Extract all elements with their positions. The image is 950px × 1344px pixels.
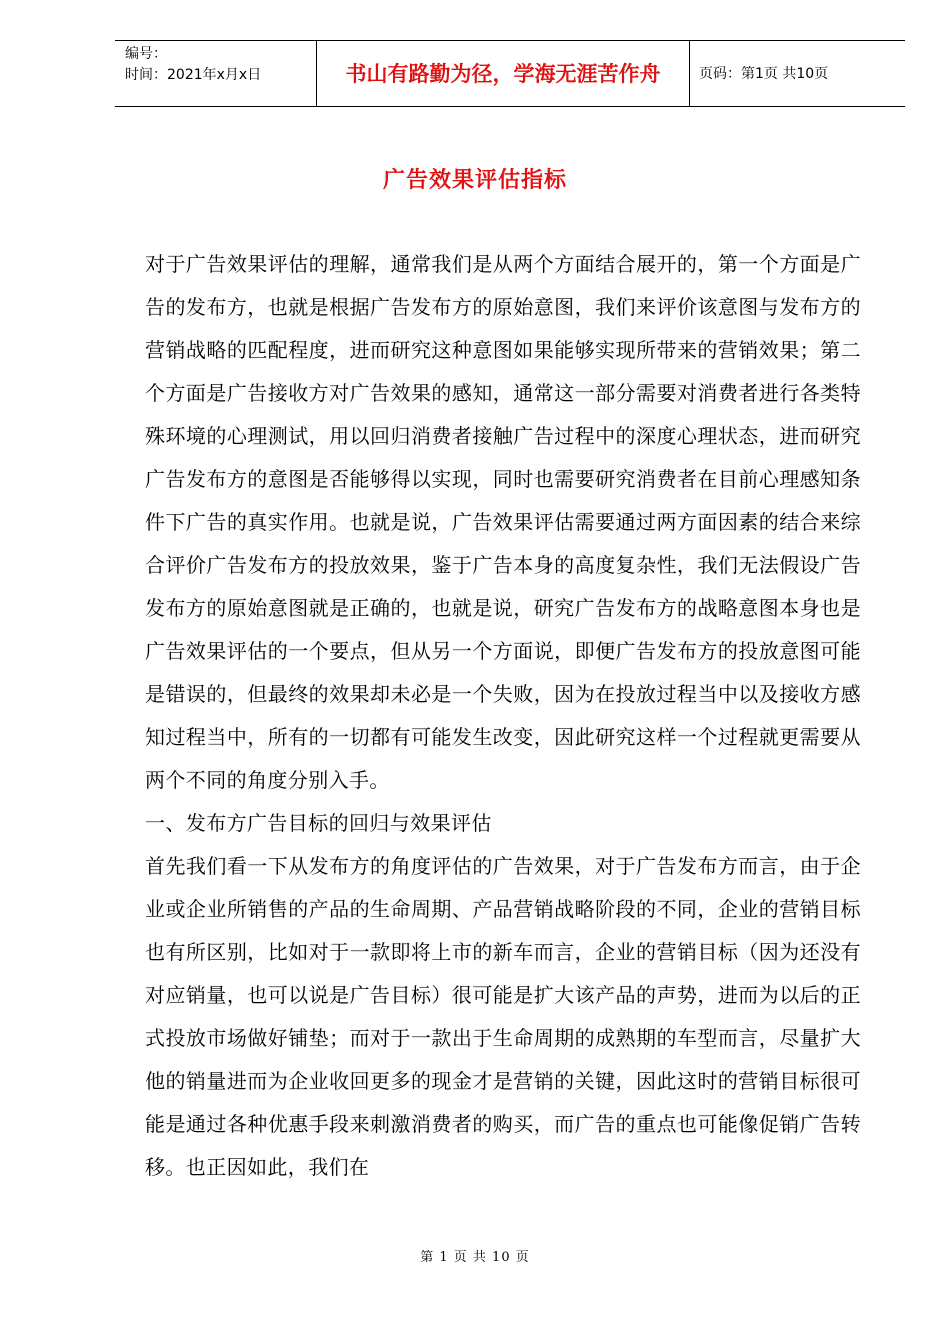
body-paragraph: 对于广告效果评估的理解，通常我们是从两个方面结合展开的，第一个方面是广告的发布方，也就是根据广告发布方的原始意图，我们来评价该意图与发布方的营销战略的匹配程度，进而研究这种意图如果能够实现所带来的营销效果；第二个方面是广告接收方对广告效果的感知，通常这一部分需要对消费者进行各类特殊环境的心理测试，用以回归消费者接触广告过程中的深度心理状态，进而研究广告发布方的意图是否能够得以实现，同时也需要研究消费者在目前心理感知条件下广告的真实作用。也就是说，广告效果评估需要通过两方面因素的结合来综合评价广告发布方的投放效果，鉴于广告本身的高度复杂性，我们无法假设广告发布方的原始意图就是正确的，也就是说，研究广告发布方的战略意图本身也是广告效果评估的一个要点，但从另一个方面说，即便广告发布方的投放意图可能是错误的，但最终的效果却未必是一个失败，因为在投放过程当中以及接收方感知过程当中，所有的一切都有可能发生改变，因此研究这样一个过程就更需要从两个不同的角度分别入手。 bbox=[145, 252, 861, 792]
header-bottom-rule bbox=[115, 106, 905, 107]
section-heading: 一、发布方广告目标的回归与效果评估 bbox=[145, 811, 492, 835]
page-footer: 第 1 页 共 10 页 bbox=[420, 1250, 530, 1265]
header-top-rule bbox=[115, 40, 905, 41]
document-body bbox=[145, 243, 861, 1189]
document-title: 广告效果评估指标 bbox=[382, 168, 567, 193]
header-motto: 书山有路勤为径，学海无涯苦作舟 bbox=[345, 62, 661, 86]
document-time-label: 时间：2021年x月x日 bbox=[125, 67, 262, 83]
body-paragraph: 首先我们看一下从发布方的角度评估的广告效果，对于广告发布方而言，由于企业或企业所销售的产品的生命周期、产品营销战略阶段的不同，企业的营销目标也有所区别，比如对于一款即将上市的新车而言，企业的营销目标（因为还没有对应销量，也可以说是广告目标）很可能是扩大该产品的声势，进而为以后的正式投放市场做好铺垫；而对于一款出于生命周期的成熟期的车型而言，尽量扩大他的销量进而为企业收回更多的现金才是营销的关键，因此这时的营销目标很可能是通过各种优惠手段来刺激消费者的购买，而广告的重点也可能像促销广告转移。也正因如此，我们在 bbox=[145, 854, 861, 1179]
document-number-label: 编号： bbox=[125, 46, 167, 62]
header-divider-right bbox=[689, 40, 690, 106]
header-page-label: 页码：第1页 共10页 bbox=[699, 66, 829, 82]
header-meta bbox=[125, 44, 315, 86]
